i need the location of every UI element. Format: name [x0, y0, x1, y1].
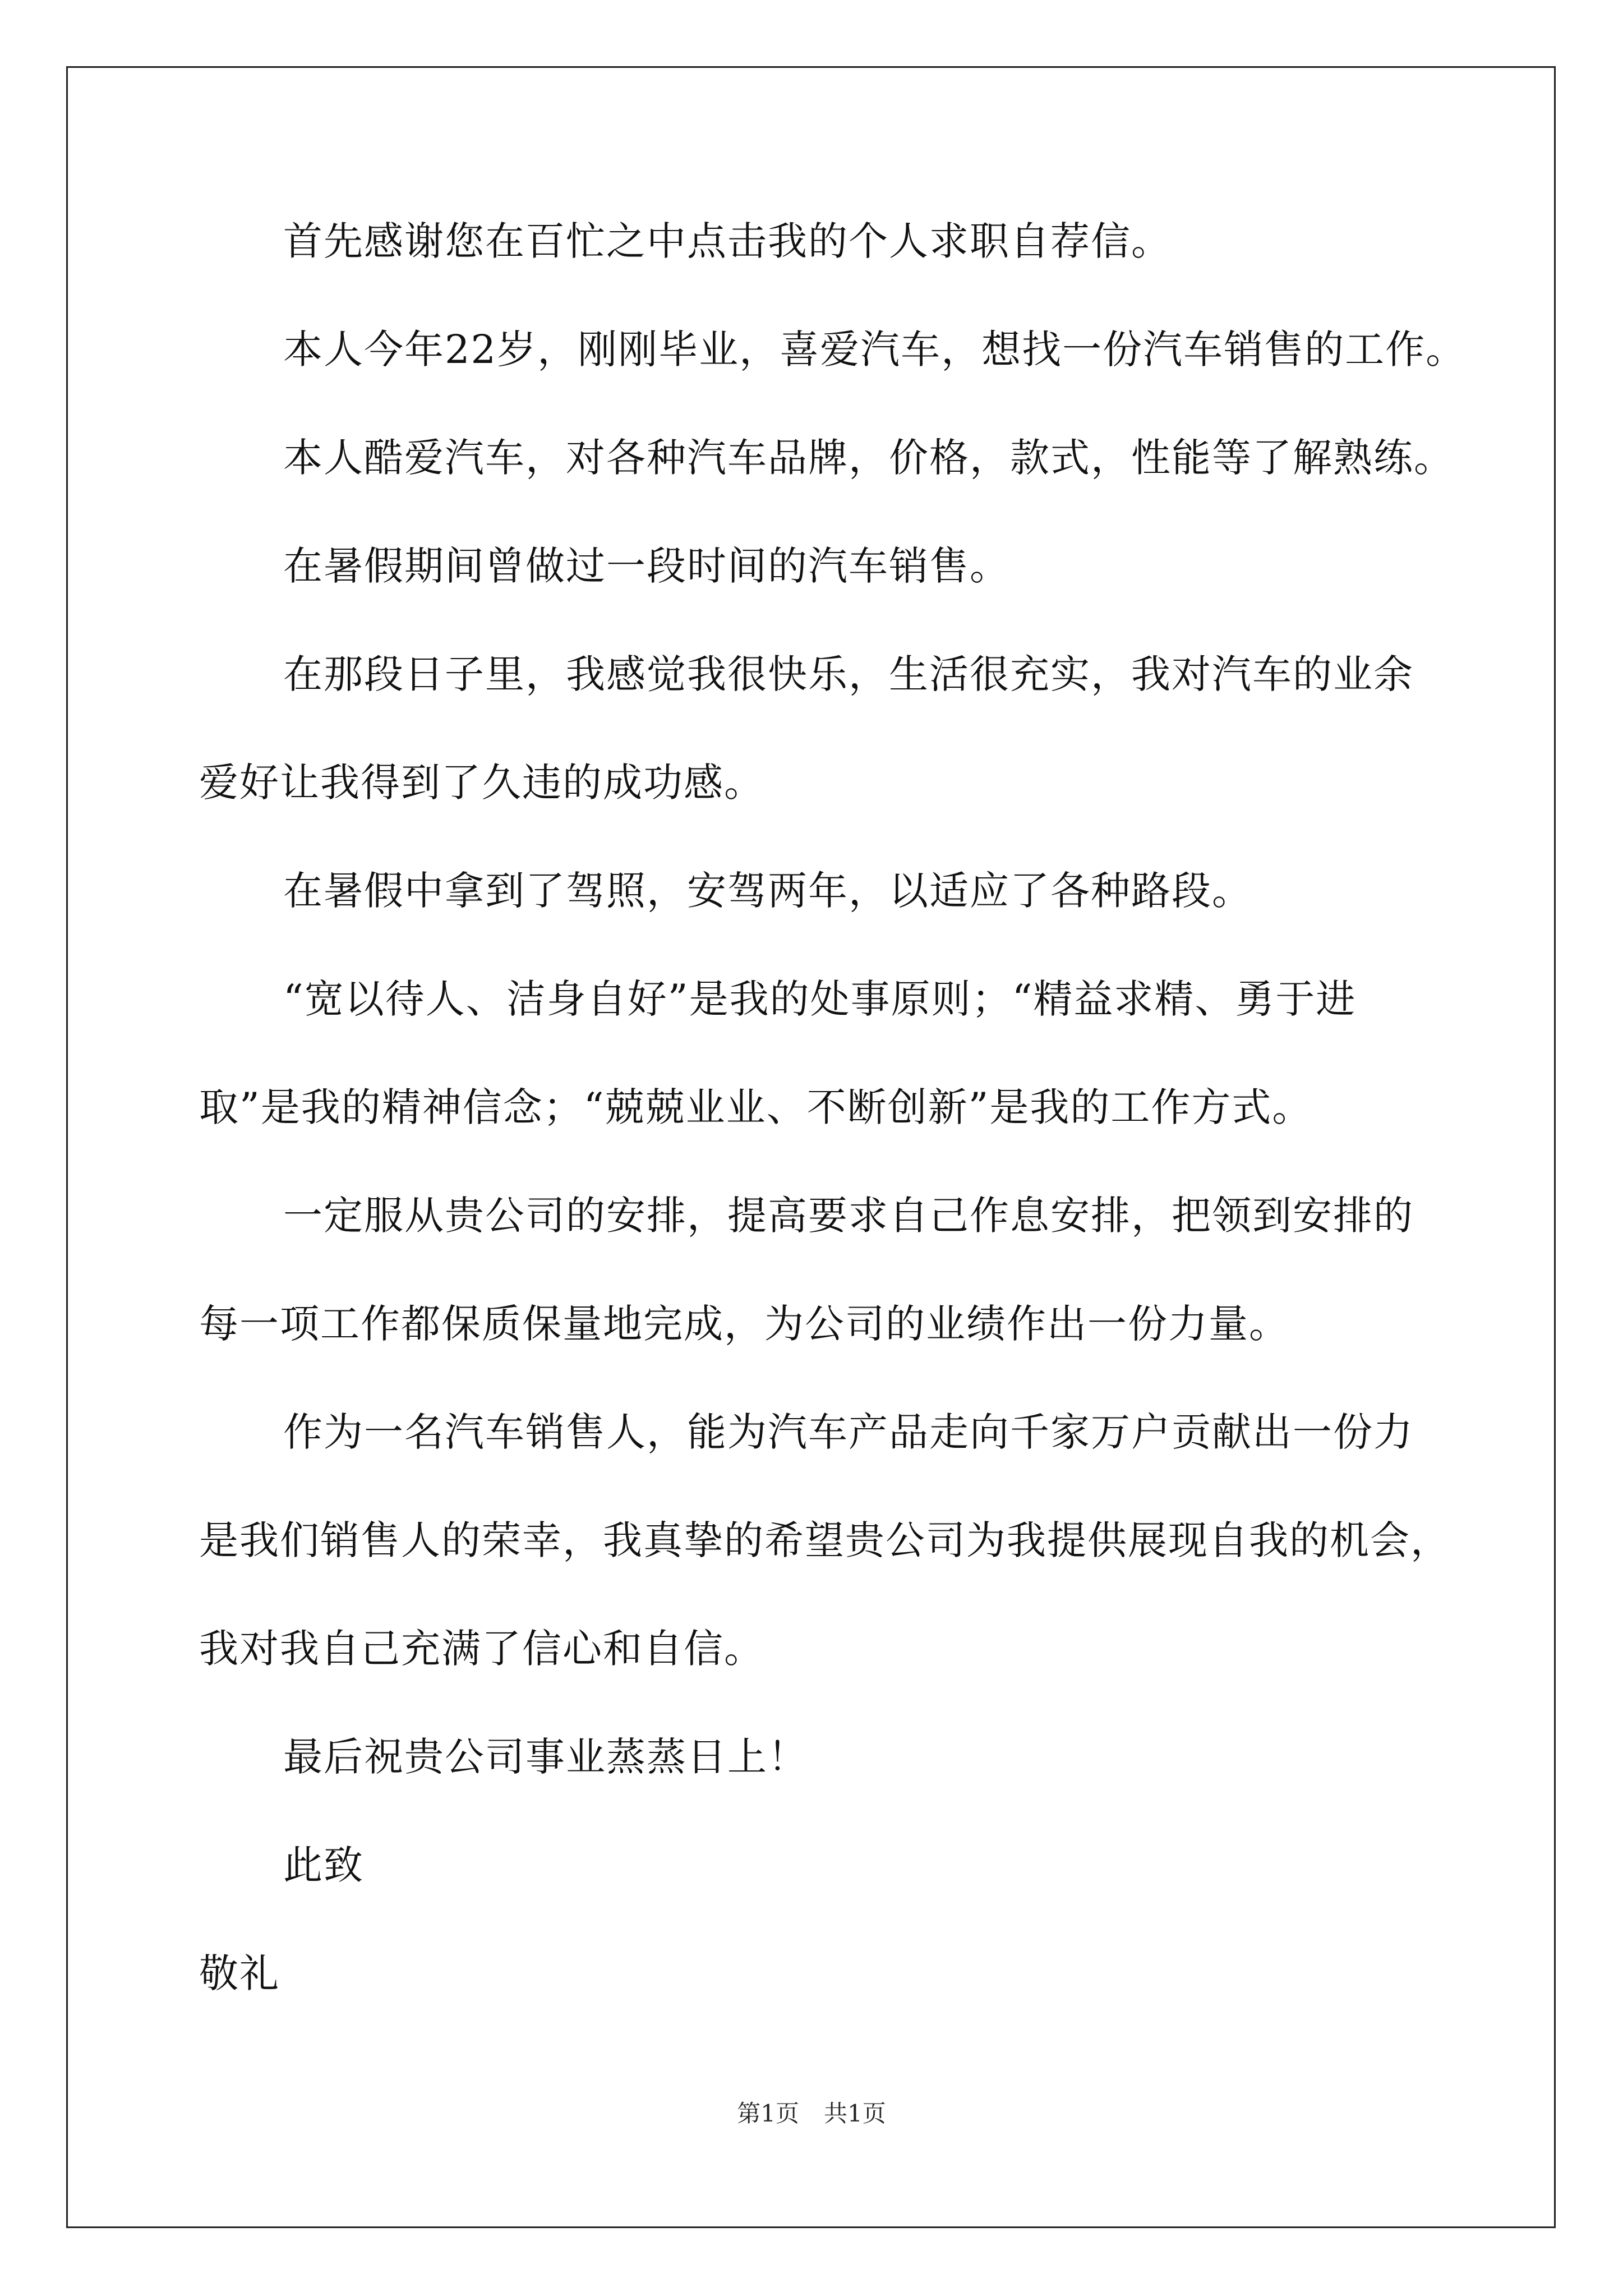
text-line: 在暑假中拿到了驾照，安驾两年，以适应了各种路段。 — [283, 868, 1252, 914]
page-footer — [0, 2097, 1623, 2131]
text-line: 首先感谢您在百忙之中点击我的个人求职自荐信。 — [283, 218, 1172, 264]
text-line: 在暑假期间曾做过一段时间的汽车销售。 — [283, 543, 1010, 589]
text-line: 爱好让我得到了久违的成功感。 — [199, 760, 764, 806]
text-line: 作为一名汽车销售人，能为汽车产品走向千家万户贡献出一份力 — [283, 1409, 1414, 1455]
closing-wish: 最后祝贵公司事业蒸蒸日上！ — [283, 1734, 808, 1780]
text-line: 本人酷爱汽车，对各种汽车品牌，价格，款式，性能等了解熟练。 — [283, 435, 1454, 481]
text-line: 一定服从贵公司的安排，提高要求自己作息安排，把领到安排的 — [283, 1193, 1414, 1239]
text-line: 本人今年22岁，刚刚毕业，喜爱汽车，想找一份汽车销售的工作。 — [283, 326, 1467, 372]
page-total: 共1页 — [824, 2100, 886, 2127]
salutation-cizhi: 此致 — [283, 1842, 364, 1888]
page-number: 第1页 — [737, 2100, 799, 2127]
letter-body — [199, 208, 1489, 2048]
text-line: 是我们销售人的荣幸，我真挚的希望贵公司为我提供展现自我的机会， — [199, 1517, 1451, 1563]
text-line: 每一项工作都保质保量地完成，为公司的业绩作出一份力量。 — [199, 1301, 1289, 1347]
salutation-jingli: 敬礼 — [199, 1950, 280, 1996]
text-line: “宽以待人、洁身自好”是我的处事原则；“精益求精、勇于进 — [283, 976, 1357, 1022]
text-line: 我对我自己充满了信心和自信。 — [199, 1626, 764, 1672]
text-line: 在那段日子里，我感觉我很快乐，生活很充实，我对汽车的业余 — [283, 651, 1414, 697]
text-line: 取”是我的精神信念；“兢兢业业、不断创新”是我的工作方式。 — [199, 1084, 1313, 1130]
